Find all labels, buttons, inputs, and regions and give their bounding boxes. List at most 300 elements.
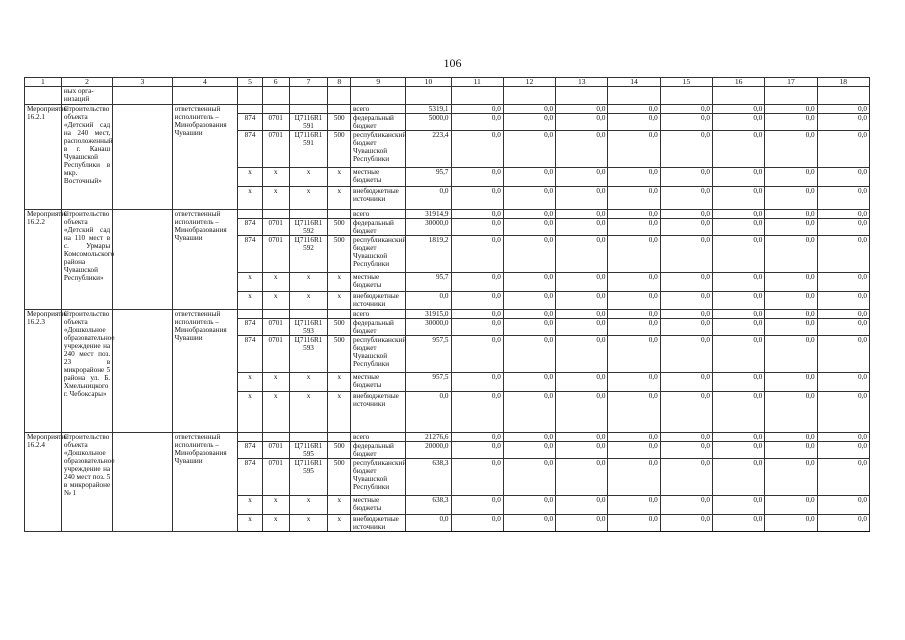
section-code-cell: x	[262, 292, 289, 310]
amount-cell: 0,0	[608, 187, 660, 210]
ministry-code-cell: x	[238, 392, 263, 433]
amount-cell: 0,0	[556, 442, 608, 459]
amount-cell: 21276,6	[406, 433, 451, 442]
column-header: 9	[351, 78, 406, 87]
continuation-text: ных орга-низаций	[61, 87, 112, 105]
amount-cell: 0,0	[765, 273, 817, 292]
ministry-code-cell: 874	[238, 336, 263, 373]
expense-type-cell: x	[328, 168, 351, 187]
amount-cell: 0,0	[817, 373, 869, 392]
amount-cell: 0,0	[817, 319, 869, 336]
section-code-cell	[262, 105, 289, 114]
amount-cell: 0,0	[503, 210, 555, 219]
column-header: 15	[660, 78, 712, 87]
amount-cell: 0,0	[660, 114, 712, 131]
amount-cell: 0,0	[660, 392, 712, 433]
section-code-cell	[262, 310, 289, 319]
empty-cell	[113, 433, 172, 532]
funding-source-cell: республиканский бюджет Чувашской Республики	[351, 131, 406, 168]
amount-cell: 0,0	[608, 459, 660, 496]
amount-cell: 5319,1	[406, 105, 451, 114]
empty-cell	[262, 87, 289, 105]
amount-cell: 0,0	[503, 442, 555, 459]
column-header: 12	[503, 78, 555, 87]
ministry-code-cell	[238, 105, 263, 114]
amount-cell: 0,0	[765, 292, 817, 310]
amount-cell: 0,0	[451, 131, 503, 168]
funding-source-cell: местные бюджеты	[351, 273, 406, 292]
table-row	[25, 210, 870, 219]
ministry-code-cell	[238, 310, 263, 319]
amount-cell: 0,0	[503, 105, 555, 114]
amount-cell: 0,0	[713, 168, 765, 187]
amount-cell: 1819,2	[406, 236, 451, 273]
section-code-cell: x	[262, 373, 289, 392]
amount-cell: 0,0	[660, 273, 712, 292]
amount-cell: 0,0	[406, 187, 451, 210]
ministry-code-cell: 874	[238, 236, 263, 273]
amount-cell: 0,0	[503, 310, 555, 319]
funding-source-cell: местные бюджеты	[351, 496, 406, 515]
amount-cell: 0,0	[713, 515, 765, 532]
amount-cell: 0,0	[451, 373, 503, 392]
ministry-code-cell: x	[238, 187, 263, 210]
amount-cell: 0,0	[556, 105, 608, 114]
amount-cell: 0,0	[713, 373, 765, 392]
amount-cell: 0,0	[817, 219, 869, 236]
amount-cell: 0,0	[765, 433, 817, 442]
amount-cell: 0,0	[608, 114, 660, 131]
amount-cell: 638,3	[406, 459, 451, 496]
amount-cell: 0,0	[713, 236, 765, 273]
expense-type-cell: x	[328, 187, 351, 210]
target-code-cell: Ц7116R1 592	[289, 236, 328, 273]
amount-cell: 0,0	[451, 236, 503, 273]
target-code-cell: x	[289, 187, 328, 210]
amount-cell: 0,0	[660, 105, 712, 114]
amount-cell: 5000,0	[406, 114, 451, 131]
continuation-row	[25, 87, 870, 105]
amount-cell: 0,0	[713, 292, 765, 310]
target-code-cell	[289, 433, 328, 442]
amount-cell: 0,0	[713, 273, 765, 292]
amount-cell: 0,0	[451, 459, 503, 496]
amount-cell: 0,0	[713, 496, 765, 515]
amount-cell: 0,0	[713, 187, 765, 210]
empty-cell	[113, 310, 172, 433]
empty-cell	[328, 87, 351, 105]
expense-type-cell	[328, 105, 351, 114]
amount-cell: 0,0	[660, 292, 712, 310]
section-code-cell	[262, 433, 289, 442]
amount-cell: 0,0	[556, 236, 608, 273]
column-header: 4	[172, 78, 238, 87]
section-code-cell: 0701	[262, 442, 289, 459]
amount-cell: 0,0	[503, 459, 555, 496]
funding-source-cell: республиканский бюджет Чувашской Республики	[351, 459, 406, 496]
expense-type-cell	[328, 310, 351, 319]
target-code-cell: Ц7116R1 591	[289, 131, 328, 168]
expense-type-cell: 500	[328, 442, 351, 459]
amount-cell: 0,0	[608, 210, 660, 219]
amount-cell: 95,7	[406, 273, 451, 292]
section-code-cell: x	[262, 187, 289, 210]
target-code-cell: Ц7116R1 593	[289, 319, 328, 336]
funding-source-cell: внебюджетные источники	[351, 292, 406, 310]
amount-cell: 0,0	[817, 131, 869, 168]
ministry-code-cell: x	[238, 292, 263, 310]
amount-cell: 0,0	[556, 187, 608, 210]
ministry-code-cell: x	[238, 373, 263, 392]
amount-cell: 0,0	[406, 292, 451, 310]
amount-cell: 0,0	[660, 442, 712, 459]
executor-cell: ответственный исполнитель – Минобразования Чувашии	[172, 433, 238, 532]
target-code-cell: Ц7116R1 595	[289, 442, 328, 459]
target-code-cell: Ц7116R1 593	[289, 336, 328, 373]
amount-cell: 0,0	[713, 114, 765, 131]
target-code-cell: x	[289, 515, 328, 532]
table-row	[25, 105, 870, 114]
amount-cell: 0,0	[451, 442, 503, 459]
funding-source-cell: всего	[351, 310, 406, 319]
ministry-code-cell: x	[238, 273, 263, 292]
empty-cell	[556, 87, 608, 105]
amount-cell: 0,0	[556, 114, 608, 131]
amount-cell: 0,0	[660, 336, 712, 373]
column-header: 1	[25, 78, 62, 87]
column-header: 10	[406, 78, 451, 87]
target-code-cell: x	[289, 273, 328, 292]
amount-cell: 0,0	[765, 310, 817, 319]
ministry-code-cell: 874	[238, 442, 263, 459]
amount-cell: 0,0	[713, 433, 765, 442]
amount-cell: 0,0	[765, 105, 817, 114]
amount-cell: 0,0	[608, 442, 660, 459]
amount-cell: 30000,0	[406, 319, 451, 336]
amount-cell: 0,0	[713, 310, 765, 319]
amount-cell: 0,0	[713, 319, 765, 336]
table-row	[25, 310, 870, 319]
column-header: 17	[765, 78, 817, 87]
amount-cell: 0,0	[608, 319, 660, 336]
empty-cell	[238, 87, 263, 105]
amount-cell: 0,0	[556, 496, 608, 515]
column-header: 6	[262, 78, 289, 87]
amount-cell: 20000,0	[406, 442, 451, 459]
section-code-cell: 0701	[262, 319, 289, 336]
expense-type-cell: 500	[328, 236, 351, 273]
section-code-cell: x	[262, 168, 289, 187]
target-code-cell: x	[289, 373, 328, 392]
amount-cell: 0,0	[451, 496, 503, 515]
amount-cell: 0,0	[608, 515, 660, 532]
column-header: 13	[556, 78, 608, 87]
amount-cell: 0,0	[556, 292, 608, 310]
funding-source-cell: республиканский бюджет Чувашской Республики	[351, 336, 406, 373]
amount-cell: 0,0	[817, 292, 869, 310]
amount-cell: 0,0	[660, 131, 712, 168]
funding-source-cell: всего	[351, 105, 406, 114]
amount-cell: 0,0	[817, 236, 869, 273]
funding-source-cell: внебюджетные источники	[351, 392, 406, 433]
amount-cell: 0,0	[503, 273, 555, 292]
amount-cell: 0,0	[556, 459, 608, 496]
amount-cell: 95,7	[406, 168, 451, 187]
expense-type-cell: 500	[328, 336, 351, 373]
amount-cell: 0,0	[713, 105, 765, 114]
section-code-cell: x	[262, 392, 289, 433]
amount-cell: 0,0	[817, 392, 869, 433]
amount-cell: 0,0	[765, 131, 817, 168]
amount-cell: 0,0	[451, 114, 503, 131]
empty-cell	[503, 87, 555, 105]
amount-cell: 957,5	[406, 336, 451, 373]
empty-cell	[113, 87, 172, 105]
empty-cell	[608, 87, 660, 105]
amount-cell: 0,0	[451, 210, 503, 219]
amount-cell: 0,0	[556, 336, 608, 373]
amount-cell: 0,0	[503, 292, 555, 310]
amount-cell: 0,0	[503, 131, 555, 168]
amount-cell: 0,0	[608, 392, 660, 433]
funding-source-cell: всего	[351, 433, 406, 442]
amount-cell: 0,0	[765, 114, 817, 131]
ministry-code-cell	[238, 433, 263, 442]
amount-cell: 0,0	[608, 310, 660, 319]
measure-cell: Мероприятие 16.2.2	[25, 210, 62, 310]
amount-cell: 0,0	[451, 168, 503, 187]
target-code-cell	[289, 105, 328, 114]
measure-cell: Мероприятие 16.2.4	[25, 433, 62, 532]
ministry-code-cell: 874	[238, 131, 263, 168]
amount-cell: 0,0	[660, 459, 712, 496]
amount-cell: 0,0	[765, 187, 817, 210]
amount-cell: 0,0	[817, 273, 869, 292]
measure-cell: Мероприятие 16.2.1	[25, 105, 62, 210]
amount-cell: 0,0	[713, 210, 765, 219]
section-code-cell: x	[262, 515, 289, 532]
amount-cell: 0,0	[451, 433, 503, 442]
amount-cell: 0,0	[765, 459, 817, 496]
amount-cell: 0,0	[765, 336, 817, 373]
amount-cell: 0,0	[660, 496, 712, 515]
amount-cell: 0,0	[765, 392, 817, 433]
empty-cell	[172, 87, 238, 105]
measure-cell: Мероприятие 16.2.3	[25, 310, 62, 433]
amount-cell: 31914,9	[406, 210, 451, 219]
funding-source-cell: федеральный бюджет	[351, 114, 406, 131]
amount-cell: 0,0	[503, 187, 555, 210]
amount-cell: 0,0	[503, 219, 555, 236]
target-code-cell	[289, 210, 328, 219]
amount-cell: 0,0	[817, 515, 869, 532]
target-code-cell: Ц7116R1 592	[289, 219, 328, 236]
amount-cell: 0,0	[765, 515, 817, 532]
funding-source-cell: федеральный бюджет	[351, 219, 406, 236]
section-code-cell: 0701	[262, 336, 289, 373]
ministry-code-cell: 874	[238, 459, 263, 496]
executor-cell: ответственный исполнитель – Минобразования Чувашии	[172, 105, 238, 210]
amount-cell: 0,0	[713, 131, 765, 168]
expense-type-cell	[328, 433, 351, 442]
amount-cell: 0,0	[556, 373, 608, 392]
ministry-code-cell: 874	[238, 219, 263, 236]
amount-cell: 0,0	[556, 433, 608, 442]
section-code-cell: 0701	[262, 219, 289, 236]
amount-cell: 30000,0	[406, 219, 451, 236]
amount-cell: 0,0	[660, 433, 712, 442]
amount-cell: 0,0	[608, 336, 660, 373]
funding-source-cell: внебюджетные источники	[351, 515, 406, 532]
expense-type-cell: x	[328, 392, 351, 433]
amount-cell: 0,0	[608, 292, 660, 310]
amount-cell: 0,0	[556, 392, 608, 433]
expense-type-cell: 500	[328, 319, 351, 336]
executor-cell: ответственный исполнитель – Минобразования Чувашии	[172, 210, 238, 310]
section-code-cell	[262, 210, 289, 219]
amount-cell: 0,0	[660, 236, 712, 273]
target-code-cell: x	[289, 168, 328, 187]
expense-type-cell: 500	[328, 459, 351, 496]
amount-cell: 0,0	[713, 459, 765, 496]
page-number: 106	[443, 56, 462, 70]
amount-cell: 0,0	[503, 392, 555, 433]
amount-cell: 0,0	[451, 105, 503, 114]
amount-cell: 0,0	[503, 236, 555, 273]
amount-cell: 0,0	[765, 373, 817, 392]
column-header: 16	[713, 78, 765, 87]
amount-cell: 0,0	[556, 310, 608, 319]
section-code-cell: x	[262, 496, 289, 515]
amount-cell: 31915,0	[406, 310, 451, 319]
amount-cell: 0,0	[817, 496, 869, 515]
funding-source-cell: местные бюджеты	[351, 373, 406, 392]
amount-cell: 0,0	[608, 219, 660, 236]
amount-cell: 0,0	[503, 496, 555, 515]
amount-cell: 0,0	[451, 319, 503, 336]
amount-cell: 0,0	[556, 131, 608, 168]
amount-cell: 0,0	[451, 292, 503, 310]
amount-cell: 0,0	[451, 336, 503, 373]
object-cell: Строительство объекта «Дошкольное образовательное учреждение на 240 мест поз. 5 в микрорайоне № 1	[61, 433, 112, 532]
funding-source-cell: республиканский бюджет Чувашской Республики	[351, 236, 406, 273]
column-header: 14	[608, 78, 660, 87]
target-code-cell: x	[289, 496, 328, 515]
amount-cell: 0,0	[817, 442, 869, 459]
amount-cell: 0,0	[713, 219, 765, 236]
amount-cell: 0,0	[765, 236, 817, 273]
amount-cell: 0,0	[451, 219, 503, 236]
ministry-code-cell	[238, 210, 263, 219]
amount-cell: 0,0	[660, 319, 712, 336]
amount-cell: 638,3	[406, 496, 451, 515]
empty-cell	[25, 87, 62, 105]
empty-cell	[817, 87, 869, 105]
amount-cell: 0,0	[765, 219, 817, 236]
funding-source-cell: местные бюджеты	[351, 168, 406, 187]
amount-cell: 0,0	[503, 168, 555, 187]
expense-type-cell	[328, 210, 351, 219]
ministry-code-cell: x	[238, 496, 263, 515]
amount-cell: 0,0	[556, 168, 608, 187]
amount-cell: 0,0	[713, 392, 765, 433]
section-code-cell: 0701	[262, 236, 289, 273]
amount-cell: 0,0	[817, 310, 869, 319]
amount-cell: 0,0	[608, 131, 660, 168]
amount-cell: 0,0	[660, 210, 712, 219]
empty-cell	[765, 87, 817, 105]
empty-cell	[451, 87, 503, 105]
empty-cell	[351, 87, 406, 105]
column-header: 11	[451, 78, 503, 87]
funding-source-cell: внебюджетные источники	[351, 187, 406, 210]
expense-type-cell: 500	[328, 131, 351, 168]
amount-cell: 0,0	[660, 219, 712, 236]
empty-cell	[289, 87, 328, 105]
amount-cell: 0,0	[503, 515, 555, 532]
amount-cell: 0,0	[556, 515, 608, 532]
expense-type-cell: 500	[328, 114, 351, 131]
amount-cell: 0,0	[503, 319, 555, 336]
amount-cell: 0,0	[660, 515, 712, 532]
amount-cell: 0,0	[765, 496, 817, 515]
target-code-cell: Ц7116R1 595	[289, 459, 328, 496]
amount-cell: 0,0	[817, 105, 869, 114]
amount-cell: 0,0	[817, 433, 869, 442]
budget-table	[24, 77, 870, 532]
expense-type-cell: x	[328, 496, 351, 515]
amount-cell: 0,0	[817, 168, 869, 187]
amount-cell: 0,0	[503, 433, 555, 442]
amount-cell: 0,0	[451, 515, 503, 532]
amount-cell: 0,0	[451, 187, 503, 210]
object-cell: Строительство объекта «Детский сад на 110 мест в с. Урмары Комсомольского района Чувашской Республики»	[61, 210, 112, 310]
amount-cell: 0,0	[660, 373, 712, 392]
section-code-cell: 0701	[262, 114, 289, 131]
expense-type-cell: 500	[328, 219, 351, 236]
amount-cell: 0,0	[451, 392, 503, 433]
amount-cell: 957,5	[406, 373, 451, 392]
amount-cell: 0,0	[608, 105, 660, 114]
amount-cell: 0,0	[660, 187, 712, 210]
empty-cell	[113, 105, 172, 210]
section-code-cell: 0701	[262, 131, 289, 168]
expense-type-cell: x	[328, 292, 351, 310]
amount-cell: 0,0	[451, 310, 503, 319]
amount-cell: 0,0	[503, 114, 555, 131]
target-code-cell: x	[289, 292, 328, 310]
empty-cell	[660, 87, 712, 105]
amount-cell: 0,0	[608, 168, 660, 187]
target-code-cell: Ц7116R1 591	[289, 114, 328, 131]
expense-type-cell: x	[328, 273, 351, 292]
amount-cell: 0,0	[817, 459, 869, 496]
amount-cell: 0,0	[608, 236, 660, 273]
amount-cell: 0,0	[817, 210, 869, 219]
object-cell: Строительство объекта «Детский сад на 240 мест, расположенный в г. Канаш Чувашской Республики в мкр. Восточный»	[61, 105, 112, 210]
amount-cell: 0,0	[660, 168, 712, 187]
empty-cell	[113, 210, 172, 310]
amount-cell: 0,0	[765, 168, 817, 187]
empty-cell	[713, 87, 765, 105]
amount-cell: 0,0	[765, 442, 817, 459]
funding-source-cell: федеральный бюджет	[351, 319, 406, 336]
column-header: 18	[817, 78, 869, 87]
amount-cell: 0,0	[556, 219, 608, 236]
amount-cell: 223,4	[406, 131, 451, 168]
amount-cell: 0,0	[556, 319, 608, 336]
ministry-code-cell: x	[238, 515, 263, 532]
